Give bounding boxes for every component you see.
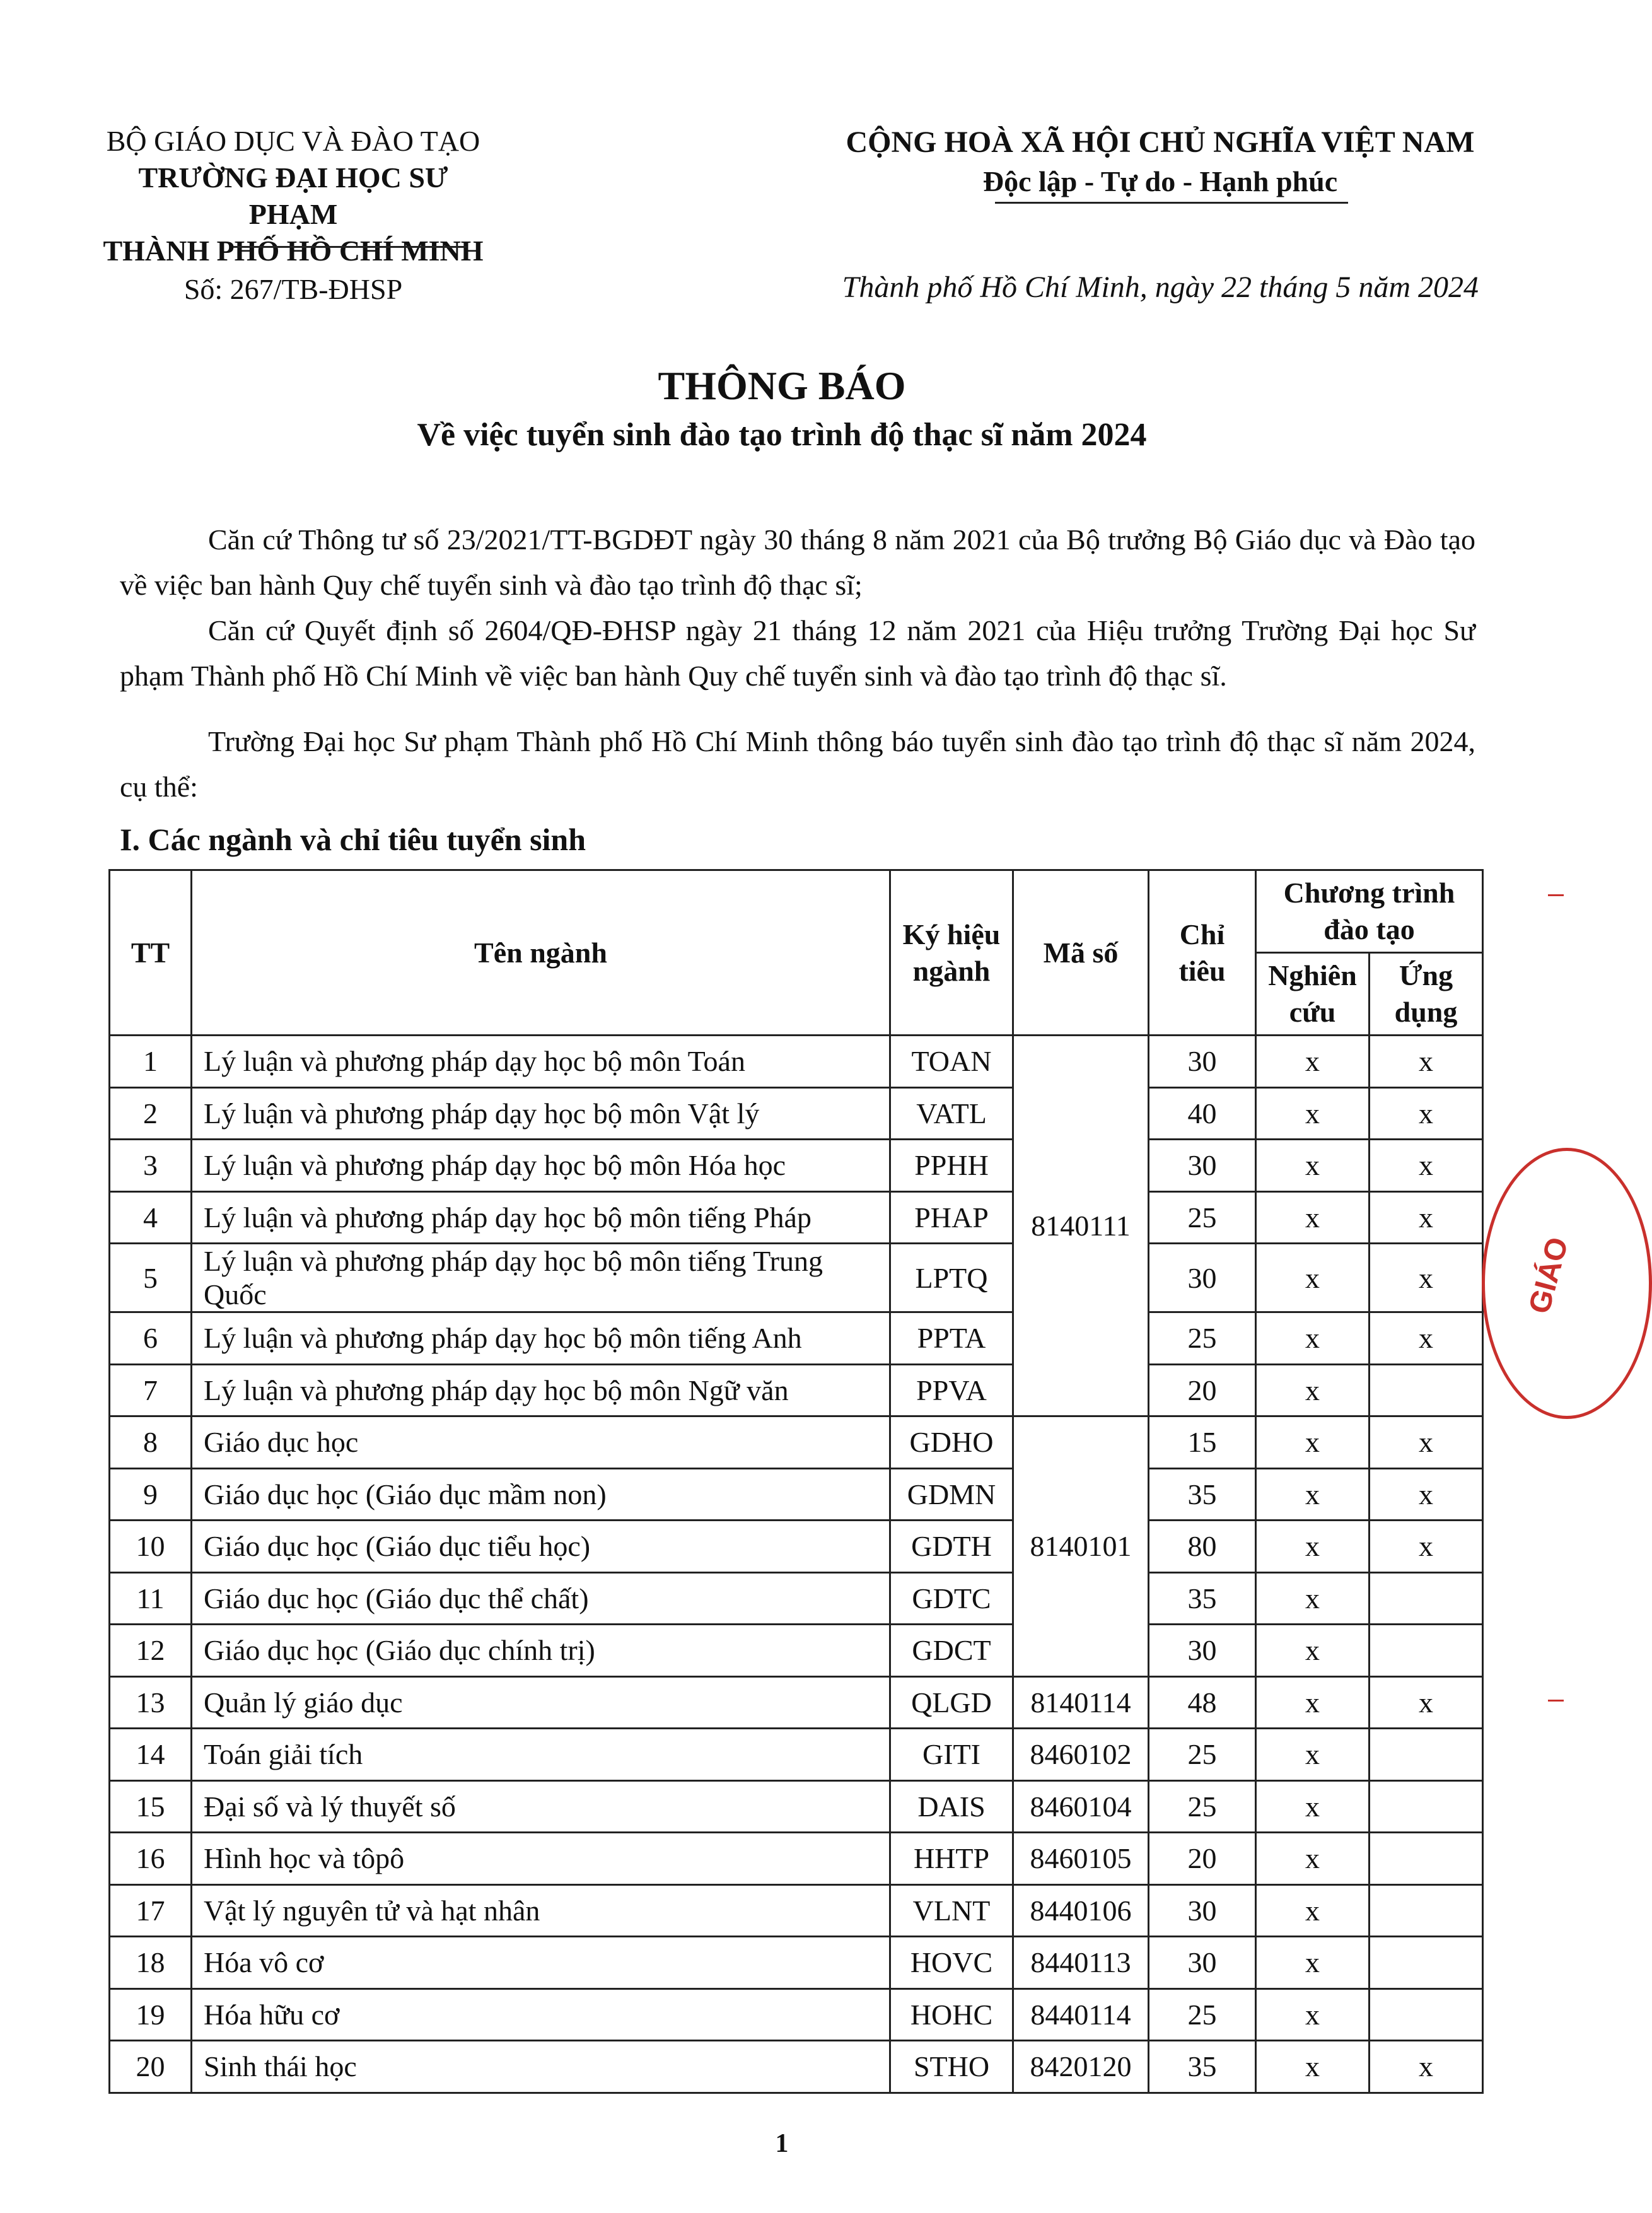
major-symbol: GDTC	[890, 1572, 1013, 1625]
research-mark: x	[1256, 1937, 1370, 1989]
quota-value: 35	[1149, 1468, 1256, 1521]
motto-underline	[995, 202, 1348, 204]
quota-value: 30	[1149, 1937, 1256, 1989]
quota-value: 48	[1149, 1676, 1256, 1729]
major-code: 8140101	[1013, 1416, 1149, 1677]
table-row	[110, 1416, 1483, 1469]
quota-value: 25	[1149, 1780, 1256, 1833]
row-number: 7	[110, 1364, 192, 1416]
intro-paragraph: Trường Đại học Sư phạm Thành phố Hồ Chí Minh thông báo tuyển sinh đào tạo trình độ thạc sĩ năm 2024, cụ thể:	[120, 725, 1475, 803]
research-mark: x	[1256, 1676, 1370, 1729]
table-row	[110, 1780, 1483, 1833]
table-row	[110, 1937, 1483, 1989]
major-symbol: PPTA	[890, 1312, 1013, 1365]
header-symbol: Ký hiệu ngành	[890, 870, 1013, 1036]
research-mark: x	[1256, 1572, 1370, 1625]
research-mark: x	[1256, 1312, 1370, 1365]
applied-mark	[1370, 1988, 1483, 2041]
research-mark: x	[1256, 1140, 1370, 1192]
major-name: Vật lý nguyên tử và hạt nhân	[192, 1884, 890, 1937]
header-research: Nghiên cứu	[1256, 953, 1370, 1036]
notice-title: THÔNG BÁO	[658, 363, 906, 408]
applied-mark: x	[1370, 1087, 1483, 1140]
research-mark: x	[1256, 1884, 1370, 1937]
row-number: 9	[110, 1468, 192, 1521]
admission-table	[108, 869, 1484, 2094]
nation-name: CỘNG HOÀ XÃ HỘI CHỦ NGHĨA VIỆT NAM	[846, 126, 1475, 159]
row-number: 20	[110, 2041, 192, 2093]
major-name: Lý luận và phương pháp dạy học bộ môn Vật lý	[192, 1087, 890, 1140]
table-row	[110, 1676, 1483, 1729]
major-name: Toán giải tích	[192, 1729, 890, 1781]
table-row	[110, 1988, 1483, 2041]
major-name: Giáo dục học (Giáo dục thể chất)	[192, 1572, 890, 1625]
table-body	[110, 1036, 1483, 2093]
major-code: 8440114	[1013, 1988, 1149, 2041]
research-mark: x	[1256, 1780, 1370, 1833]
applied-mark: x	[1370, 1521, 1483, 1573]
ministry-name: BỘ GIÁO DỤC VÀ ĐÀO TẠO	[106, 125, 480, 157]
margin-mark	[1548, 1700, 1564, 1702]
major-name: Sinh thái học	[192, 2041, 890, 2093]
research-mark: x	[1256, 1087, 1370, 1140]
major-symbol: VATL	[890, 1087, 1013, 1140]
applied-mark	[1370, 1364, 1483, 1416]
major-name: Lý luận và phương pháp dạy học bộ môn Ngữ văn	[192, 1364, 890, 1416]
table-row	[110, 1087, 1483, 1140]
issuer-underline	[233, 246, 467, 248]
research-mark: x	[1256, 1468, 1370, 1521]
major-code: 8420120	[1013, 2041, 1149, 2093]
research-mark: x	[1256, 1988, 1370, 2041]
table-row	[110, 1625, 1483, 1677]
major-code: 8440106	[1013, 1884, 1149, 1937]
table-row	[110, 1140, 1483, 1192]
major-code: 8140111	[1013, 1036, 1149, 1416]
table-row	[110, 1191, 1483, 1244]
major-symbol: QLGD	[890, 1676, 1013, 1729]
research-mark: x	[1256, 1521, 1370, 1573]
header-program: Chương trình đào tạo	[1256, 870, 1483, 953]
major-name: Lý luận và phương pháp dạy học bộ môn Hóa học	[192, 1140, 890, 1192]
row-number: 3	[110, 1140, 192, 1192]
header-applied: Ứng dụng	[1370, 953, 1483, 1036]
document-number: Số: 267/TB-ĐHSP	[183, 273, 403, 305]
major-name: Hình học và tôpô	[192, 1833, 890, 1885]
quota-value: 35	[1149, 2041, 1256, 2093]
quota-value: 25	[1149, 1312, 1256, 1365]
margin-mark	[1548, 894, 1564, 896]
section-heading: I. Các ngành và chỉ tiêu tuyển sinh	[120, 822, 586, 857]
applied-mark: x	[1370, 1676, 1483, 1729]
row-number: 8	[110, 1416, 192, 1469]
major-symbol: LPTQ	[890, 1244, 1013, 1312]
research-mark: x	[1256, 1833, 1370, 1885]
quota-value: 25	[1149, 1988, 1256, 2041]
quota-value: 30	[1149, 1884, 1256, 1937]
header-major-name: Tên ngành	[192, 870, 890, 1036]
major-name: Đại số và lý thuyết số	[192, 1780, 890, 1833]
row-number: 18	[110, 1937, 192, 1989]
row-number: 19	[110, 1988, 192, 2041]
major-symbol: TOAN	[890, 1036, 1013, 1088]
notice-subtitle: Về việc tuyển sinh đào tạo trình độ thạc sĩ năm 2024	[417, 417, 1147, 453]
major-symbol: GDTH	[890, 1521, 1013, 1573]
applied-mark: x	[1370, 2041, 1483, 2093]
quota-value: 30	[1149, 1625, 1256, 1677]
row-number: 4	[110, 1191, 192, 1244]
quota-value: 15	[1149, 1416, 1256, 1469]
major-symbol: GDHO	[890, 1416, 1013, 1469]
quota-value: 30	[1149, 1244, 1256, 1312]
major-symbol: PHAP	[890, 1191, 1013, 1244]
research-mark: x	[1256, 2041, 1370, 2093]
table-row	[110, 1729, 1483, 1781]
row-number: 15	[110, 1780, 192, 1833]
research-mark: x	[1256, 1416, 1370, 1469]
major-symbol: PPHH	[890, 1140, 1013, 1192]
row-number: 10	[110, 1521, 192, 1573]
table-row	[110, 1884, 1483, 1937]
nation-header	[832, 123, 1488, 201]
row-number: 17	[110, 1884, 192, 1937]
table-row	[110, 1521, 1483, 1573]
quota-value: 25	[1149, 1191, 1256, 1244]
header-quota: Chỉ tiêu	[1149, 870, 1256, 1036]
major-name: Giáo dục học (Giáo dục chính trị)	[192, 1625, 890, 1677]
row-number: 1	[110, 1036, 192, 1088]
official-stamp	[1482, 1148, 1652, 1419]
table-row	[110, 2041, 1483, 2093]
school-name-line1: TRƯỜNG ĐẠI HỌC SƯ PHẠM	[138, 161, 448, 230]
row-number: 11	[110, 1572, 192, 1625]
research-mark: x	[1256, 1364, 1370, 1416]
major-name: Giáo dục học	[192, 1416, 890, 1469]
applied-mark: x	[1370, 1416, 1483, 1469]
row-number: 13	[110, 1676, 192, 1729]
major-name: Giáo dục học (Giáo dục tiểu học)	[192, 1521, 890, 1573]
major-name: Quản lý giáo dục	[192, 1676, 890, 1729]
major-name: Hóa hữu cơ	[192, 1988, 890, 2041]
applied-mark: x	[1370, 1468, 1483, 1521]
row-number: 2	[110, 1087, 192, 1140]
header-code: Mã số	[1013, 870, 1149, 1036]
applied-mark	[1370, 1729, 1483, 1781]
page-number: 1	[775, 2129, 789, 2158]
applied-mark	[1370, 1572, 1483, 1625]
research-mark: x	[1256, 1625, 1370, 1677]
table-row	[110, 1572, 1483, 1625]
major-name: Lý luận và phương pháp dạy học bộ môn Toán	[192, 1036, 890, 1088]
research-mark: x	[1256, 1729, 1370, 1781]
applied-mark	[1370, 1833, 1483, 1885]
major-symbol: VLNT	[890, 1884, 1013, 1937]
table-row	[110, 1036, 1483, 1088]
table-row	[110, 1364, 1483, 1416]
legal-basis-1: Căn cứ Thông tư số 23/2021/TT-BGDĐT ngày 30 tháng 8 năm 2021 của Bộ trưởng Bộ Giáo dục và Đào tạo về việc ban hành Quy chế tuyển sinh và đào tạo trình độ thạc sĩ;	[120, 523, 1475, 601]
major-code: 8460104	[1013, 1780, 1149, 1833]
applied-mark	[1370, 1884, 1483, 1937]
major-symbol: DAIS	[890, 1780, 1013, 1833]
major-symbol: PPVA	[890, 1364, 1013, 1416]
major-symbol: HHTP	[890, 1833, 1013, 1885]
header-tt: TT	[110, 870, 192, 1036]
applied-mark: x	[1370, 1244, 1483, 1312]
major-name: Giáo dục học (Giáo dục mầm non)	[192, 1468, 890, 1521]
row-number: 14	[110, 1729, 192, 1781]
quota-value: 20	[1149, 1833, 1256, 1885]
applied-mark: x	[1370, 1036, 1483, 1088]
quota-value: 35	[1149, 1572, 1256, 1625]
major-name: Hóa vô cơ	[192, 1937, 890, 1989]
research-mark: x	[1256, 1036, 1370, 1088]
applied-mark	[1370, 1625, 1483, 1677]
quota-value: 20	[1149, 1364, 1256, 1416]
major-name: Lý luận và phương pháp dạy học bộ môn tiếng Trung Quốc	[192, 1244, 890, 1312]
applied-mark: x	[1370, 1312, 1483, 1365]
table-row	[110, 1244, 1483, 1312]
major-name: Lý luận và phương pháp dạy học bộ môn tiếng Pháp	[192, 1191, 890, 1244]
major-symbol: GDCT	[890, 1625, 1013, 1677]
major-symbol: STHO	[890, 2041, 1013, 2093]
row-number: 12	[110, 1625, 192, 1677]
major-code: 8140114	[1013, 1676, 1149, 1729]
row-number: 6	[110, 1312, 192, 1365]
applied-mark	[1370, 1937, 1483, 1989]
major-name: Lý luận và phương pháp dạy học bộ môn tiếng Anh	[192, 1312, 890, 1365]
quota-value: 40	[1149, 1087, 1256, 1140]
legal-basis-2: Căn cứ Quyết định số 2604/QĐ-ĐHSP ngày 21 tháng 12 năm 2021 của Hiệu trưởng Trường Đại học Sư phạm Thành phố Hồ Chí Minh về việc ban hành Quy chế tuyển sinh và đào tạo trình độ thạc sĩ.	[120, 614, 1475, 692]
table-row	[110, 1312, 1483, 1365]
stamp-text: GIÁO	[1522, 1234, 1575, 1317]
applied-mark: x	[1370, 1140, 1483, 1192]
major-code: 8440113	[1013, 1937, 1149, 1989]
table-row	[110, 1468, 1483, 1521]
applied-mark	[1370, 1780, 1483, 1833]
major-code: 8460105	[1013, 1833, 1149, 1885]
major-symbol: GITI	[890, 1729, 1013, 1781]
quota-value: 30	[1149, 1140, 1256, 1192]
major-code: 8460102	[1013, 1729, 1149, 1781]
quota-value: 80	[1149, 1521, 1256, 1573]
national-motto: Độc lập - Tự do - Hạnh phúc	[982, 165, 1338, 197]
place-date: Thành phố Hồ Chí Minh, ngày 22 tháng 5 năm 2024	[842, 271, 1479, 304]
research-mark: x	[1256, 1191, 1370, 1244]
major-symbol: GDMN	[890, 1468, 1013, 1521]
research-mark: x	[1256, 1244, 1370, 1312]
row-number: 16	[110, 1833, 192, 1885]
quota-value: 25	[1149, 1729, 1256, 1781]
school-name-line2: THÀNH PHỐ HỒ CHÍ MINH	[103, 235, 484, 267]
quota-value: 30	[1149, 1036, 1256, 1088]
table-row	[110, 1833, 1483, 1885]
major-symbol: HOVC	[890, 1937, 1013, 1989]
major-symbol: HOHC	[890, 1988, 1013, 2041]
row-number: 5	[110, 1244, 192, 1312]
applied-mark: x	[1370, 1191, 1483, 1244]
